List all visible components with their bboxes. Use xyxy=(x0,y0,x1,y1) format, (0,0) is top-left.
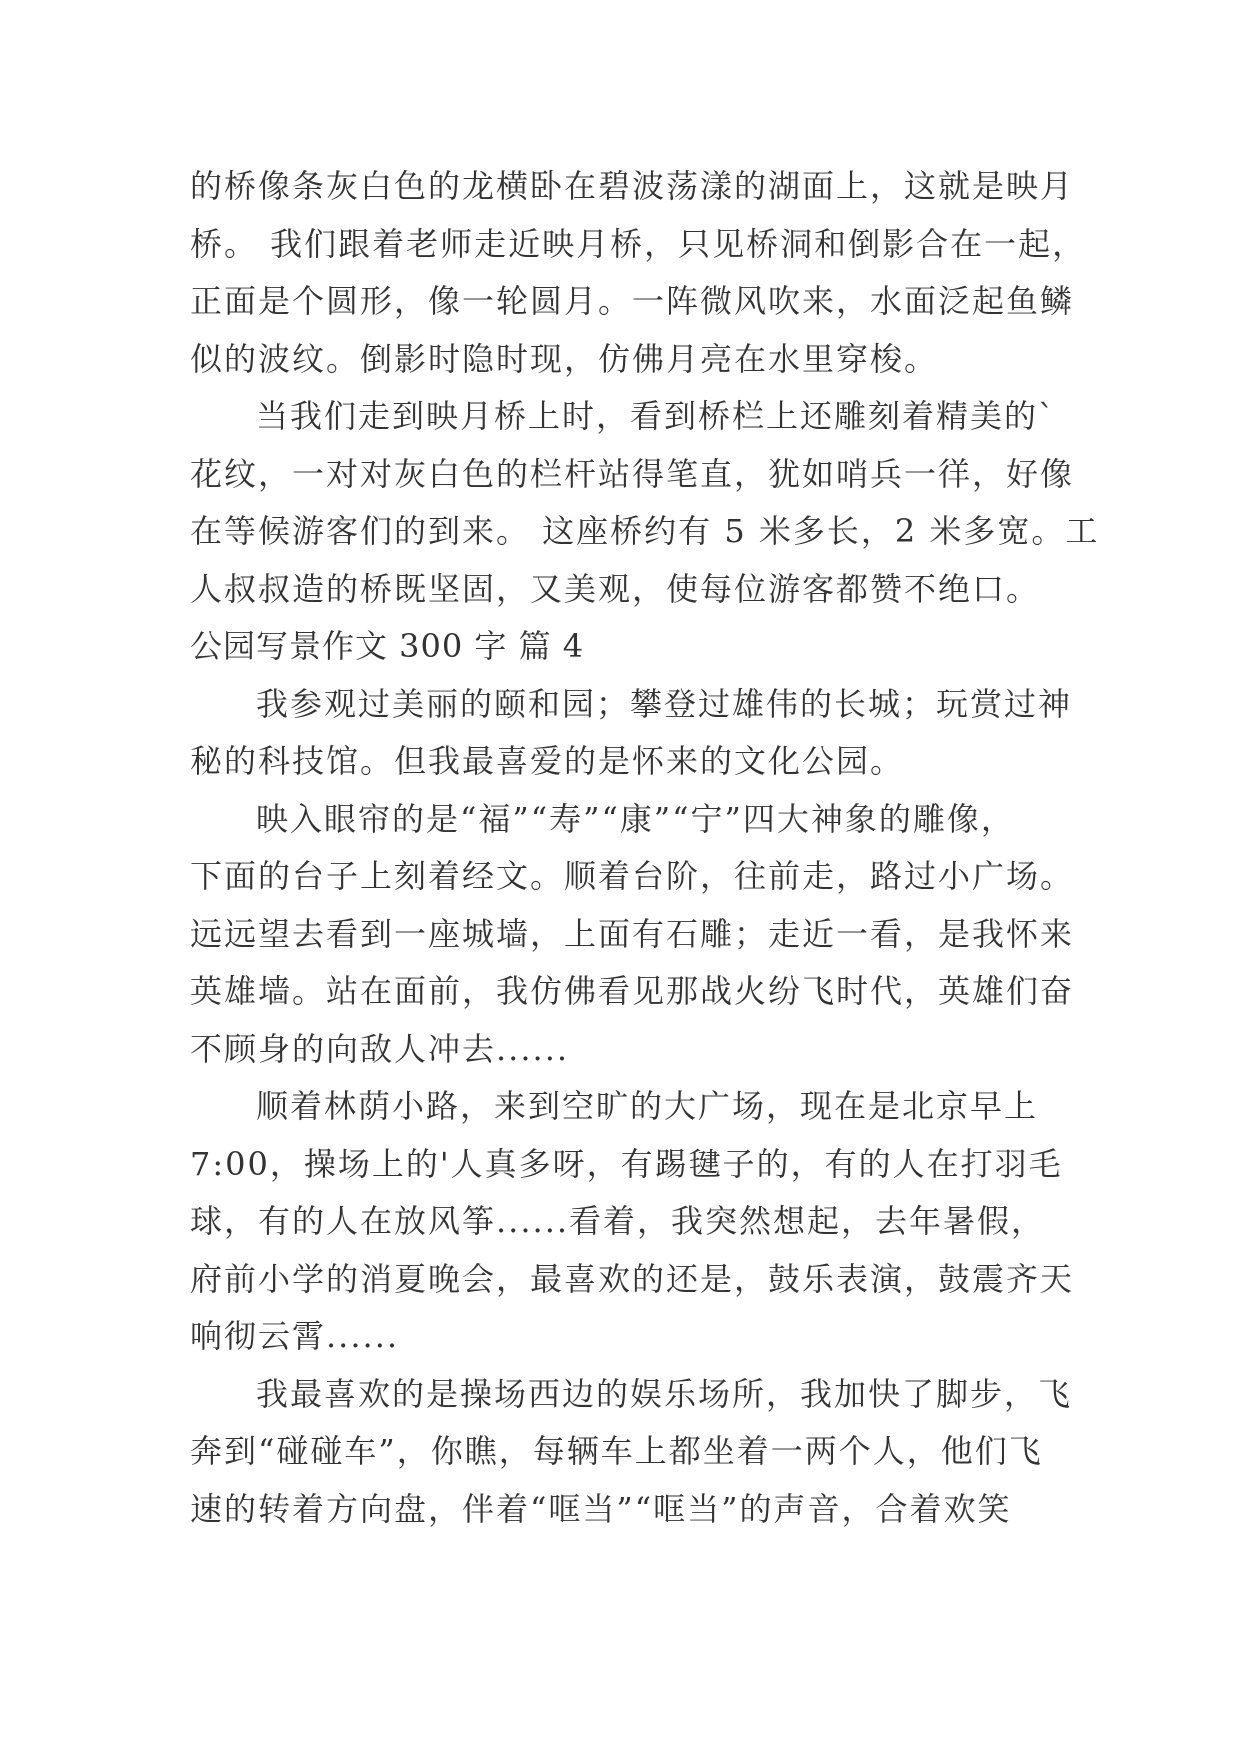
paragraph-bridge-description xyxy=(190,158,1087,388)
text-line: 球，有的人在放风筝......看着，我突然想起，去年暑假， xyxy=(190,1202,1046,1240)
paragraph-statues xyxy=(190,791,1075,1079)
text-line: 映入眼帘的是“福”“寿”“康”“宁”四大神象的雕像， xyxy=(256,799,1015,838)
text-line: 桥。 我们跟着老师走近映月桥，只见桥洞和倒影合在一起， xyxy=(190,224,1087,263)
text-line: 奔到“碰碰车”，你瞧，每辆车上都坐着一两个人，他们飞 xyxy=(190,1432,1043,1470)
section-heading: 公园写景作文 300 字 篇 4 xyxy=(190,627,585,665)
text-line: 正面是个圆形，像一轮圆月。一阵微风吹来，水面泛起鱼鳞 xyxy=(190,282,1075,320)
text-line: 秘的科技馆。但我最喜爱的是怀来的文化公园。 xyxy=(190,742,905,780)
text-line: 7:00，操场上的'人真多呀，有踢毽子的，有的人在打羽毛 xyxy=(190,1144,1063,1183)
text-line: 的桥像条灰白色的龙横卧在碧波荡漾的湖面上，这就是映月 xyxy=(190,167,1075,205)
text-line: 下面的台子上刻着经文。顺着台阶，往前走，路过小广场。 xyxy=(190,857,1075,895)
text-line: 远远望去看到一座城墙，上面有石雕；走近一看，是我怀来 xyxy=(190,914,1075,953)
paragraph-bumper-cars xyxy=(190,1366,1073,1539)
text-line: 不顾身的向敌人冲去...... xyxy=(190,1029,570,1068)
document-page xyxy=(190,158,1100,1538)
text-line: 府前小学的消夏晚会，最喜欢的还是，鼓乐表演，鼓震齐天 xyxy=(190,1259,1075,1298)
text-line: 人叔叔造的桥既坚固，又美观，使每位游客都赞不绝口。 xyxy=(190,569,1041,608)
text-line: 似的波纹。倒影时隐时现，仿佛月亮在水里穿梭。 xyxy=(190,339,939,378)
text-line: 我最喜欢的是操场西边的娱乐场所，我加快了脚步，飞 xyxy=(256,1374,1073,1413)
text-line: 响彻云霄...... xyxy=(190,1317,400,1355)
paragraph-intro xyxy=(190,676,1073,791)
text-line: 我参观过美丽的颐和园；攀登过雄伟的长城；玩赏过神 xyxy=(256,684,1073,723)
paragraph-bridge-railing xyxy=(190,388,1100,618)
text-line: 当我们走到映月桥上时，看到桥栏上还雕刻着精美的` xyxy=(256,397,1057,435)
text-line: 速的转着方向盘，伴着“哐当”“哐当”的声音，合着欢笑 xyxy=(190,1489,1012,1528)
text-line: 在等候游客们的到来。 这座桥约有 5 米多长，2 米多宽。工 xyxy=(190,512,1100,550)
text-line: 顺着林荫小路，来到空旷的大广场，现在是北京早上 xyxy=(256,1087,1039,1125)
paragraph-square xyxy=(190,1078,1075,1366)
text-line: 花纹，一对对灰白色的栏杆站得笔直，犹如哨兵一徉，好像 xyxy=(190,454,1075,493)
text-line: 英雄墙。站在面前，我仿佛看见那战火纷飞时代，英雄们奋 xyxy=(190,972,1075,1010)
